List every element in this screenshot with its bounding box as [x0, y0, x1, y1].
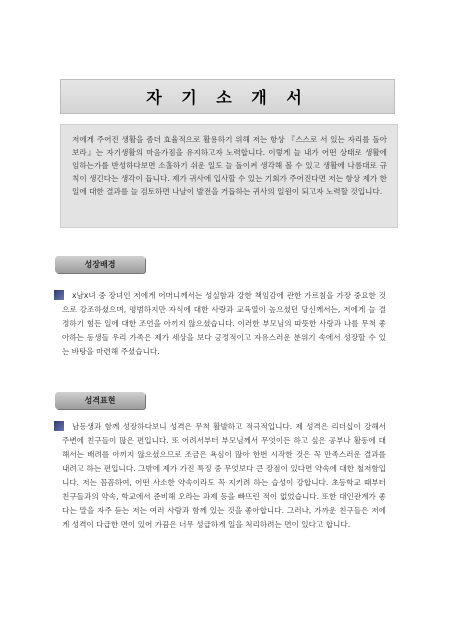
- section-text-personality: 남동생과 함께 성장하다보니 성격은 무척 활발하고 적극적입니다. 제 성격은 리더십이 강해서 주변에 친구들이 많은 편입니다. 또 어려서부터 부모님께서 무엇이든 하고 싶은 공부나 활동에 대해서는 배려를 아끼지 않으셨으므로 조금은 욕심이 많아 한번 시작한 것은 꼭 만족스러운 결과를 내려고 하는 편입니다. 그밖에 제가 가진 특징 중 무엇보다 큰 장점이 있다면 약속에 대한 철저함입니다. 저는 꼼꼼하여, 어떤 사소한 약속이라도 꼭 지키려 하는 습성이 강합니다. 초등학교 때부터 친구들과의 약속, 학교에서 준비해 오라는 과제 등을 빠뜨린 적이 없었습니다. 또한 대인관계가 좋다는 말을 자주 듣는 저는 여러 사람과 함께 있는 것을 좋아합니다. 그러나, 가까운 친구들은 저에게 성격이 다급한 면이 있어 가끔은 너무 성급하게 일을 처리하려는 면이 있다고 합니다.: [62, 422, 386, 529]
- title-bar: [60, 79, 395, 114]
- page-title: 자 기 소 개 서: [146, 88, 309, 107]
- section-heading-background: 성장배경: [55, 256, 145, 273]
- section-text-background: x남x녀 중 장녀인 저에게 어머니께서는 성실함과 강한 책임감에 관한 가르침을 가장 중요한 것으로 강조하셨으며, 평범하지만 자식에 대한 사랑과 교육열이 높으셨던 당신께서는, 저에게 늘 결정하기 힘든 일에 대한 조언을 아끼지 않으셨습니다. 이러한 부모님의 따뜻한 사랑과 나를 무척 좋아하는 동생들 우리 가족은 제가 세상을 보다 긍정적이고 자유스러운 분위기 속에서 성장할 수 있는 바탕을 마련해 주셨습니다.: [62, 291, 386, 356]
- intro-box: 저에게 주어진 생활을 좀더 효율적으로 활용하기 위해 저는 항상 『스스로 서 있는 자리를 돌아 보라』는 자기생활의 마음가짐을 유지하고자 노력합니다. 이렇게 늘 내가 어떤 상태로 생활에 임하는가를 반성하다보면 소홀하기 쉬운 일도 늘 돌이켜 생각해 볼 수 있고 생활에 나름대로 규칙이 생긴다는 생각이 듭니다. 제가 귀사에 입사할 수 있는 기회가 주어진다면 저는 항상 제가 한 일에 대한 결과를 늘 검토하면 나날이 발전을 거듭하는 귀사의 일원이 되고자 노력할 것입니다.: [60, 124, 398, 228]
- section-heading-personality: 성격표현: [55, 392, 145, 409]
